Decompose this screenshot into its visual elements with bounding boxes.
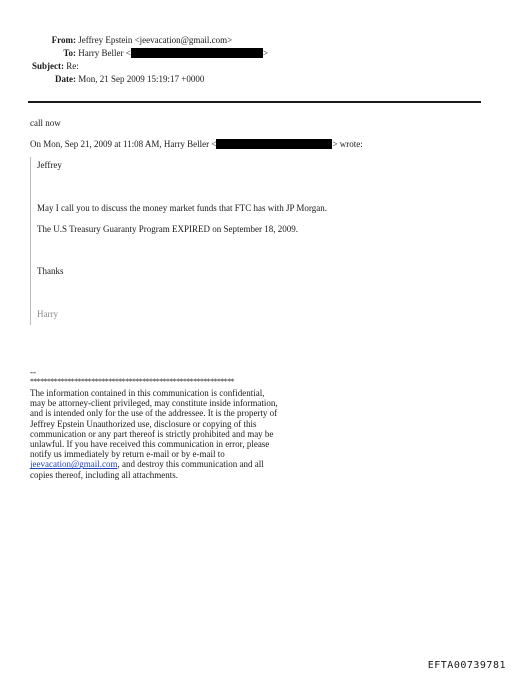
header-divider xyxy=(28,101,481,103)
quote-intro-text: On Mon, Sep 21, 2009 at 11:08 AM, Harry Beller < xyxy=(30,139,217,149)
to-value: Harry Beller < xyxy=(78,48,131,58)
to-row xyxy=(0,47,268,59)
quote-intro xyxy=(30,138,363,150)
to-close: > xyxy=(262,48,268,58)
subject-label: Subject: xyxy=(32,61,64,71)
notice-text-end: , and destroy this communication and all copies thereof, including all attachments. xyxy=(30,459,264,480)
redaction-bar xyxy=(131,48,263,58)
quote-indicator xyxy=(30,157,31,325)
quote-intro-end: > wrote: xyxy=(332,139,363,149)
from-label: From: xyxy=(51,35,76,45)
from-value: Jeffrey Epstein <jeevacation@gmail.com> xyxy=(78,35,233,45)
confidentiality-notice xyxy=(30,388,280,480)
quoted-greeting: Jeffrey xyxy=(37,160,62,170)
redaction-bar xyxy=(216,139,332,149)
document-id: EFTA00739781 xyxy=(427,660,506,671)
quoted-thanks: Thanks xyxy=(37,266,64,276)
quoted-line-2: The U.S Treasury Guaranty Program EXPIRED on September 18, 2009. xyxy=(37,224,298,234)
date-label: Date: xyxy=(55,74,76,84)
notice-text: The information contained in this communication is confidential, may be attorney-client privileged, may constitute inside information, and is intended only for the use of the addressee. It is the property of Jeffrey Epstein Unauthorized use, disclosure or copying of this communication or any part thereof is strictly prohibited and may be unlawful. If you have received this communication in error, please notify us immediately by return e-mail or by e-mail to xyxy=(30,388,278,460)
quoted-line-1: May I call you to discuss the money market funds that FTC has with JP Morgan. xyxy=(37,203,327,213)
date-value: Mon, 21 Sep 2009 15:19:17 +0000 xyxy=(78,74,205,84)
to-label: To: xyxy=(63,48,76,58)
reply-body: call now xyxy=(30,118,61,128)
quoted-signature: Harry xyxy=(37,309,58,319)
subject-value: Re: xyxy=(66,61,79,71)
signature-dashes: -- xyxy=(30,367,36,377)
email-link[interactable]: jeevacation@gmail.com xyxy=(30,459,118,470)
date-row xyxy=(0,73,204,85)
subject-row xyxy=(0,60,79,72)
from-row xyxy=(0,34,232,46)
separator-stars: ************************************************************ xyxy=(30,377,235,386)
